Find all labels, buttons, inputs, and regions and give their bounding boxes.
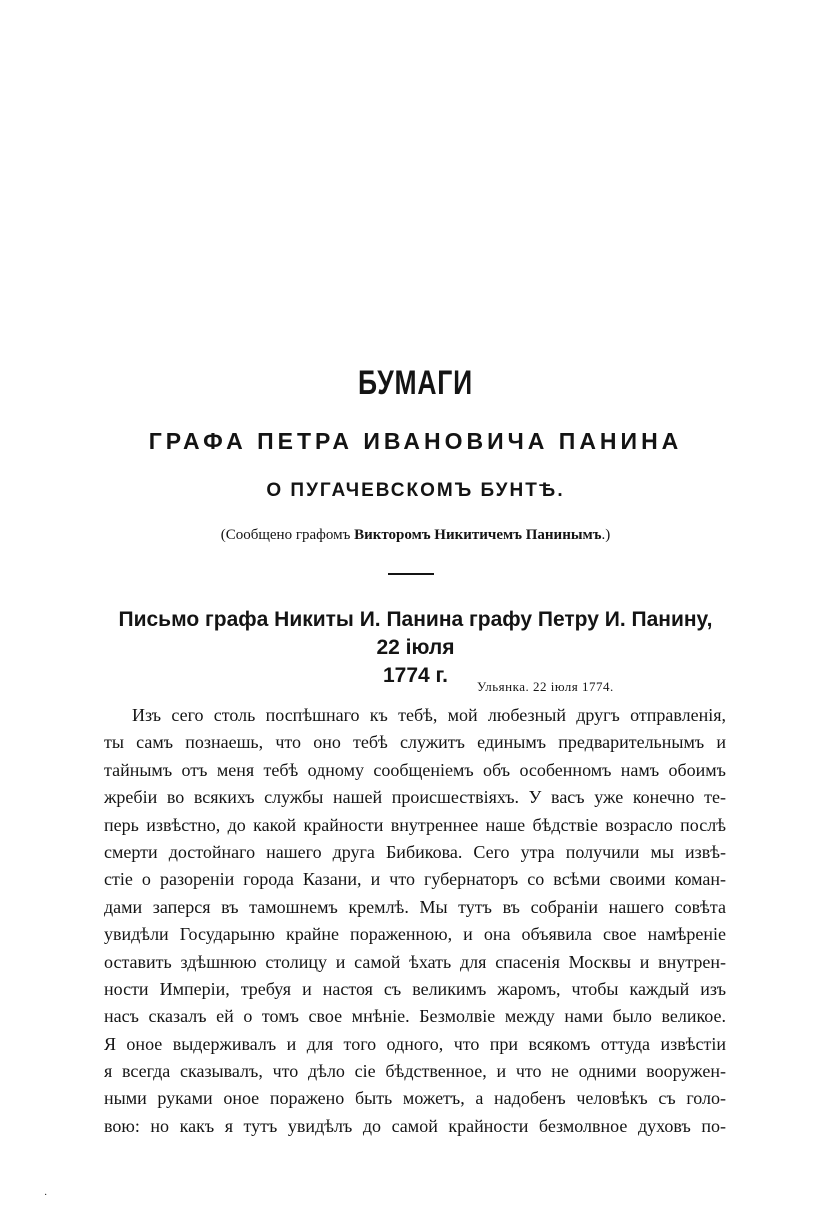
document-title: БУМАГИ	[358, 364, 473, 402]
letter-body	[104, 702, 726, 1140]
body-line: смерти достойнаго нашего друга Бибикова. Сего утра получили мы извѣ-	[104, 841, 726, 862]
body-line: ности Имперіи, требуя и настоя съ великимъ жаромъ, чтобы каждый изъ	[104, 978, 726, 999]
source-note-name: Викторомъ Никитичемъ Панинымъ	[354, 527, 602, 543]
body-line: ты самъ познаешь, что оно тебѣ служитъ единымъ предварительнымъ и	[104, 732, 726, 753]
letter-heading-line-2: 1774 г.	[382, 664, 449, 687]
body-line: Изъ сего столь поспѣшнаго къ тебѣ, мой любезный другъ отправленія,	[132, 705, 726, 725]
body-line: вою: но какъ я тутъ увидѣлъ до самой крайности безмолвное духовъ по-	[104, 1115, 726, 1136]
body-line: перь извѣстно, до какой крайности внутреннее наше бѣдствіе возрасло послѣ	[104, 814, 726, 835]
letter-heading-line-1: Письмо графа Никиты И. Панина графу Петру И. Панину, 22 іюля	[118, 608, 713, 659]
body-line: жребіи во всякихъ службы нашей происшествіяхъ. У васъ уже конечно те-	[104, 787, 726, 808]
letter-dateline: Ульянка. 22 іюля 1774.	[477, 679, 614, 694]
source-note-prefix: (Сообщено графомъ	[220, 527, 355, 543]
body-line: насъ сказалъ ей о томъ свое мнѣніе. Безмолвіе между нами было великое.	[104, 1006, 726, 1027]
document-subtitle-secondary: О ПУГАЧЕВСКОМЪ БУНТѢ.	[266, 480, 565, 501]
page-mark: ·	[44, 1190, 48, 1201]
letter-heading	[110, 606, 721, 690]
body-line: Я оное выдерживалъ и для того одного, что при всякомъ оттуда извѣстіи	[104, 1033, 726, 1054]
section-divider	[388, 573, 434, 575]
document-subtitle: ГРАФА ПЕТРА ИВАНОВИЧА ПАНИНА	[148, 428, 683, 454]
body-line: стіе о разореніи города Казани, и что губернаторъ со всѣми своими коман-	[104, 869, 726, 890]
body-line: увидѣли Государыню крайне пораженною, и она объявила свое намѣреніе	[104, 924, 726, 945]
body-line: ными руками оное поражено быть можетъ, а надобенъ человѣкъ съ голо-	[104, 1088, 726, 1109]
body-line: тайнымъ отъ меня тебѣ одному сообщеніемъ объ особенномъ намъ обоимъ	[104, 759, 726, 780]
body-line: оставить здѣшнюю столицу и самой ѣхать для спасенія Москвы и внутрен-	[104, 951, 726, 972]
source-note	[0, 527, 831, 544]
body-line: дами заперся въ тамошнемъ кремлѣ. Мы тутъ въ собраніи нашего совѣта	[104, 896, 726, 917]
source-note-suffix: .)	[601, 527, 611, 543]
body-line: я всегда сказывалъ, что дѣло сіе бѣдственное, и что не одними вооружен-	[104, 1061, 726, 1082]
